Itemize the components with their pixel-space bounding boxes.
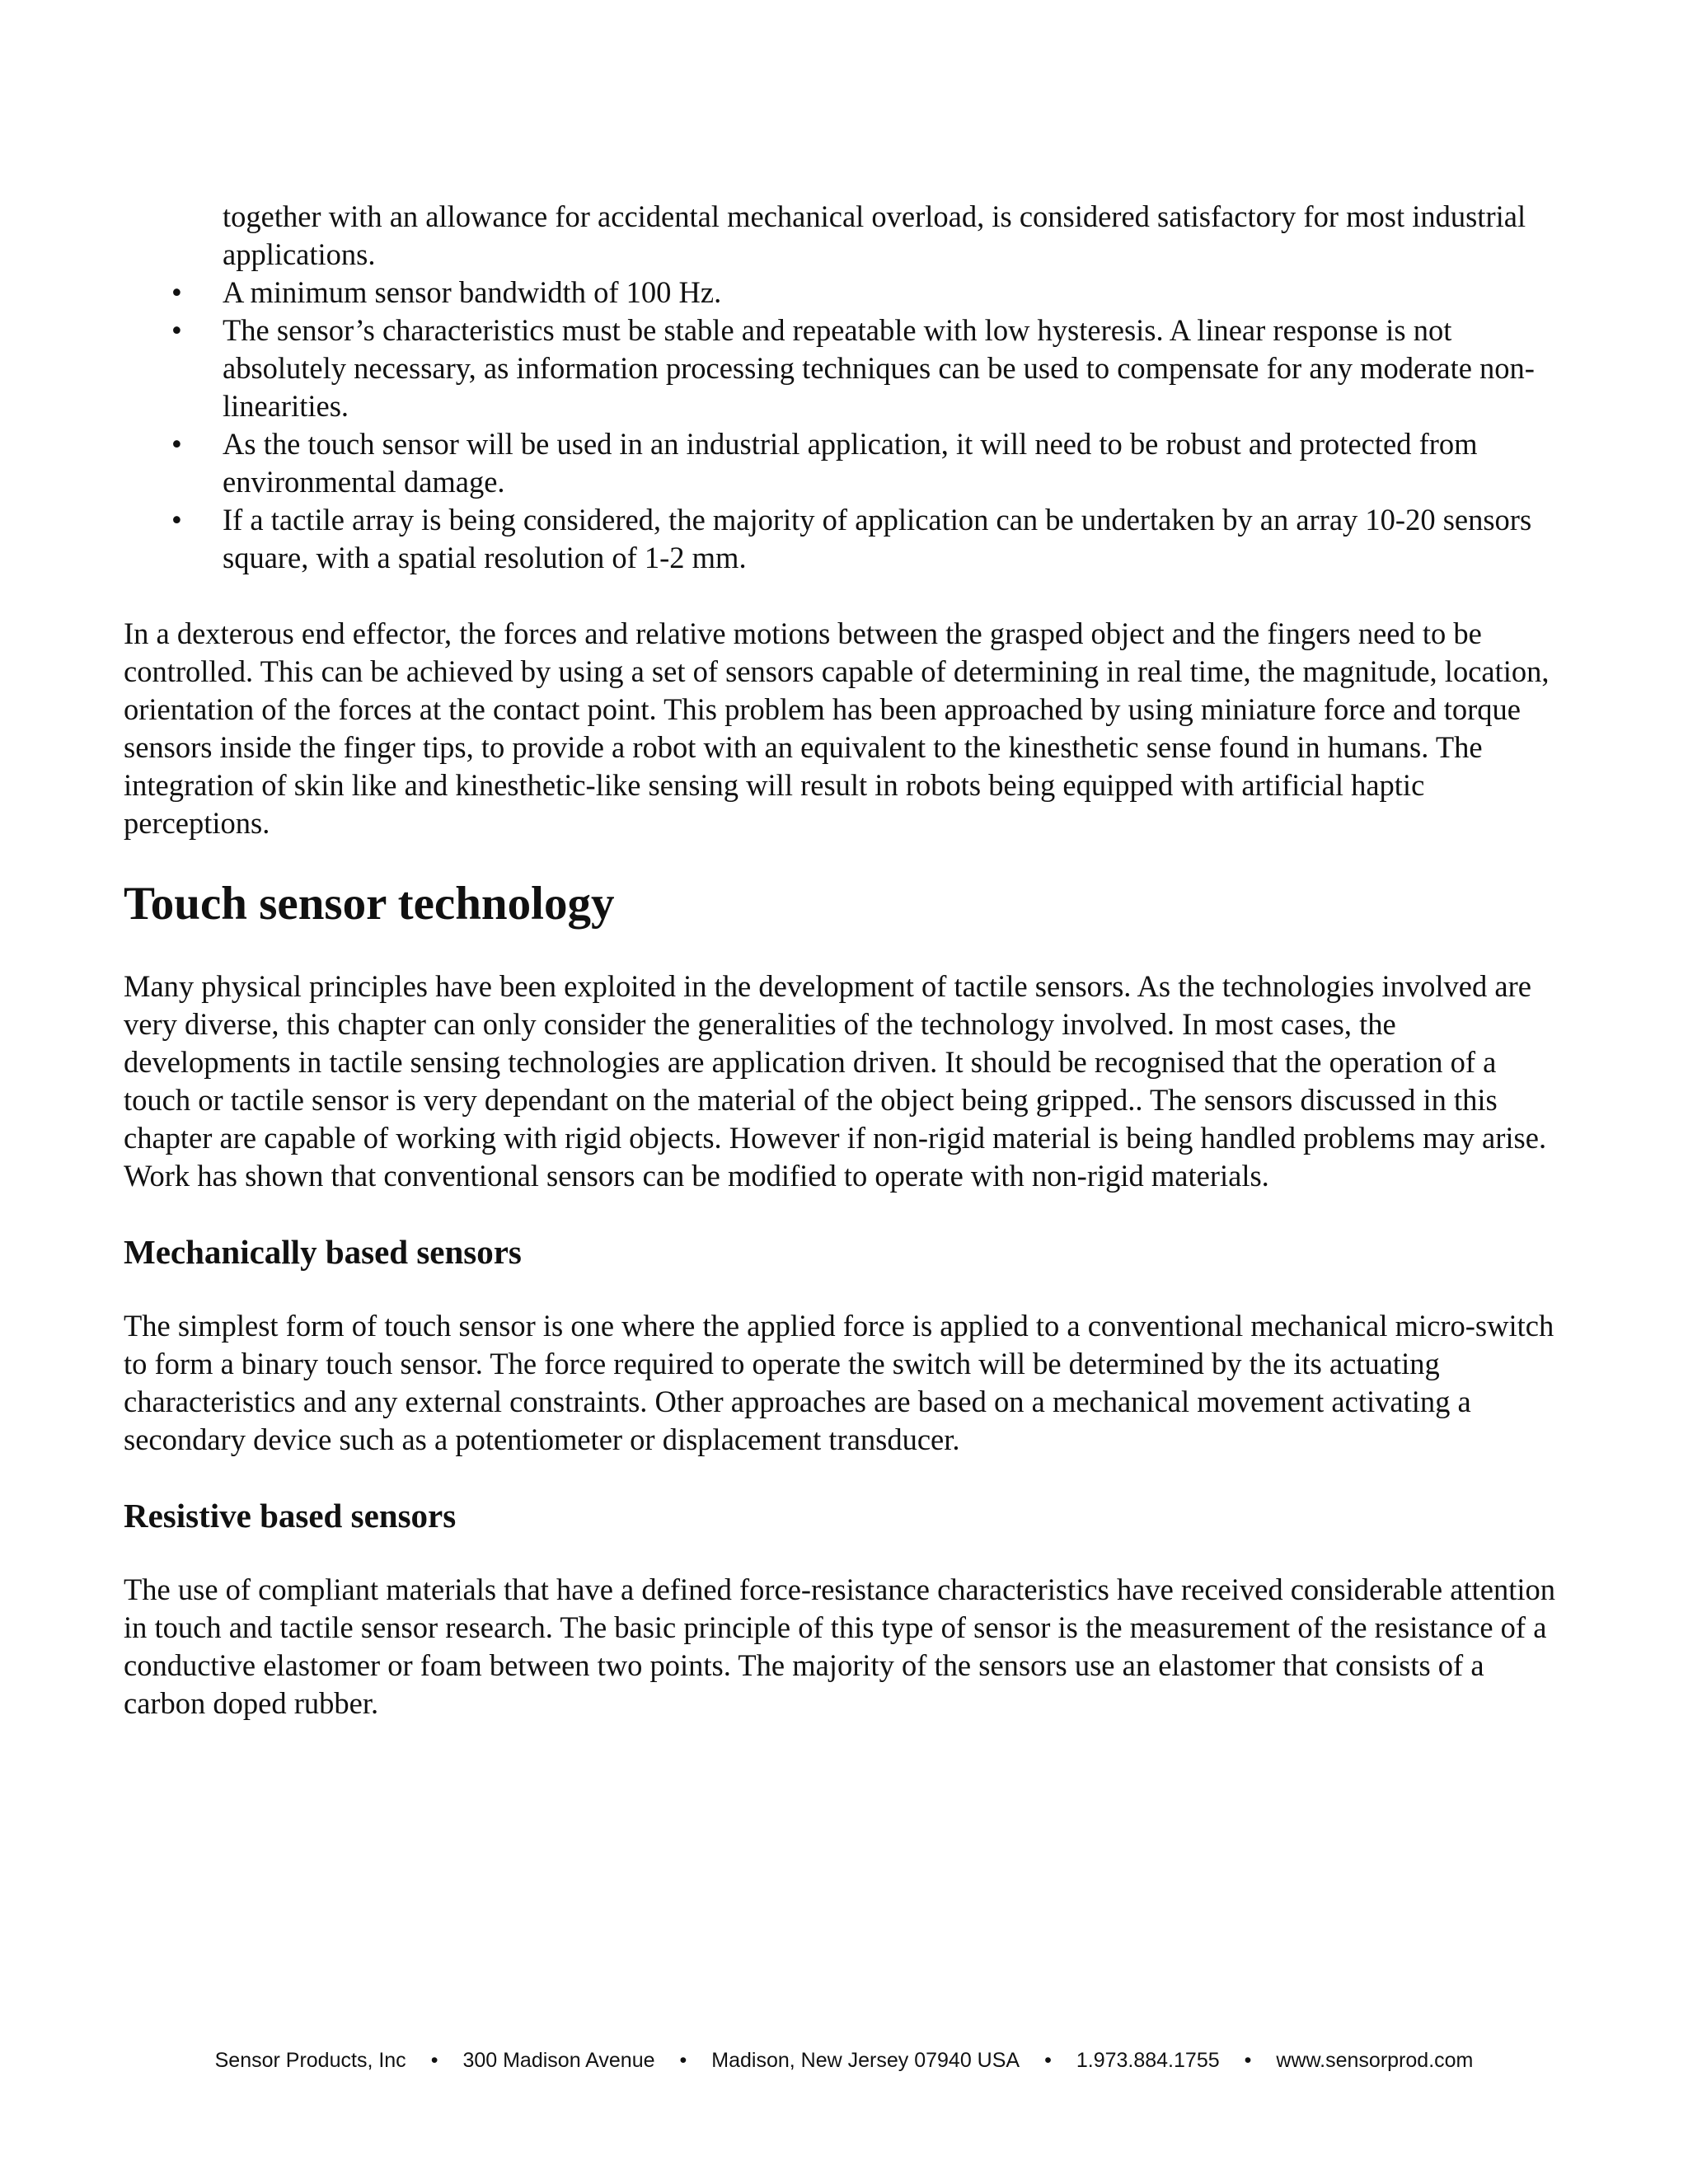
footer-address: 300 Madison Avenue <box>462 2049 655 2072</box>
list-item <box>124 425 1558 501</box>
section-paragraph: Many physical principles have been exploited in the development of tactile sensors. As the technologies involved are very diverse, this chapter can only consider the generalities of the technology involved. In most cases, the developments in tactile sensing technologies are application driven. It should be recognised that the operation of a touch or tactile sensor is very dependant on the material of the object being gripped.. The sensors discussed in this chapter are capable of working with rigid objects. However if non-rigid material is being handled problems may arise. Work has shown that conventional sensors can be modified to operate with non-rigid materials. <box>124 969 1547 1193</box>
footer-separator: • <box>430 2049 438 2072</box>
page-footer <box>0 2049 1688 2073</box>
footer-separator: • <box>1044 2049 1052 2072</box>
footer-city: Madison, New Jersey 07940 USA <box>711 2049 1020 2072</box>
footer-separator: • <box>679 2049 687 2072</box>
bullet-icon: • <box>171 503 182 537</box>
intro-paragraph: In a dexterous end effector, the forces and relative motions between the grasped object and the fingers need to be controlled. This can be achieved by using a set of sensors capable of determining in real time, the magnitude, location, orientation of the forces at the contact point. This problem has been approached by using miniature force and torque sensors inside the finger tips, to provide a robot with an equivalent to the kinesthetic sense found in humans. The integration of skin like and kinesthetic-like sensing will result in robots being equipped with artificial haptic perceptions. <box>124 616 1550 840</box>
section-heading: Touch sensor technology <box>124 878 615 930</box>
list-item-text: As the touch sensor will be used in an industrial application, it will need to be robust and protected from environmental damage. <box>223 427 1478 499</box>
list-item <box>124 312 1558 425</box>
footer-website: www.sensorprod.com <box>1276 2049 1474 2072</box>
subsection-paragraph-resistive: The use of compliant materials that have a defined force-resistance characteristics have received considerable attention in touch and tactile sensor research. The basic principle of this type of sensor is the measurement of the resistance of a conductive elastomer or foam between two points. The majority of the sensors use an elastomer that consists of a carbon doped rubber. <box>124 1572 1555 1720</box>
list-item <box>124 501 1558 577</box>
list-item-text: A minimum sensor bandwidth of 100 Hz. <box>223 275 722 309</box>
subsection-heading-resistive: Resistive based sensors <box>124 1497 457 1535</box>
footer-separator: • <box>1244 2049 1252 2072</box>
bullet-icon: • <box>171 427 182 461</box>
bullet-icon: • <box>171 313 182 347</box>
list-item-text: The sensor’s characteristics must be stable and repeatable with low hysteresis. A linear response is not absolutely necessary, as information processing techniques can be used to compensate for any moderate non-linearities. <box>223 313 1535 423</box>
footer-phone: 1.973.884.1755 <box>1076 2049 1220 2072</box>
footer-company: Sensor Products, Inc <box>214 2049 406 2072</box>
bullet-icon: • <box>171 275 182 309</box>
requirements-list <box>124 274 1558 577</box>
list-item <box>124 274 1558 312</box>
subsection-heading-mechanical: Mechanically based sensors <box>124 1233 522 1271</box>
subsection-paragraph-mechanical: The simplest form of touch sensor is one where the applied force is applied to a conventional mechanical micro-switch to form a binary touch sensor. The force required to operate the switch will be determined by the its actuating characteristics and any external constraints. Other approaches are based on a mechanical movement activating a secondary device such as a potentiometer or displacement transducer. <box>124 1309 1554 1456</box>
continuation-text: together with an allowance for accidental mechanical overload, is considered satisfactory for most industrial applications. <box>223 199 1526 271</box>
document-body <box>124 198 1558 1722</box>
list-item-text: If a tactile array is being considered, the majority of application can be undertaken by an array 10-20 sensors square, with a spatial resolution of 1-2 mm. <box>223 503 1532 574</box>
